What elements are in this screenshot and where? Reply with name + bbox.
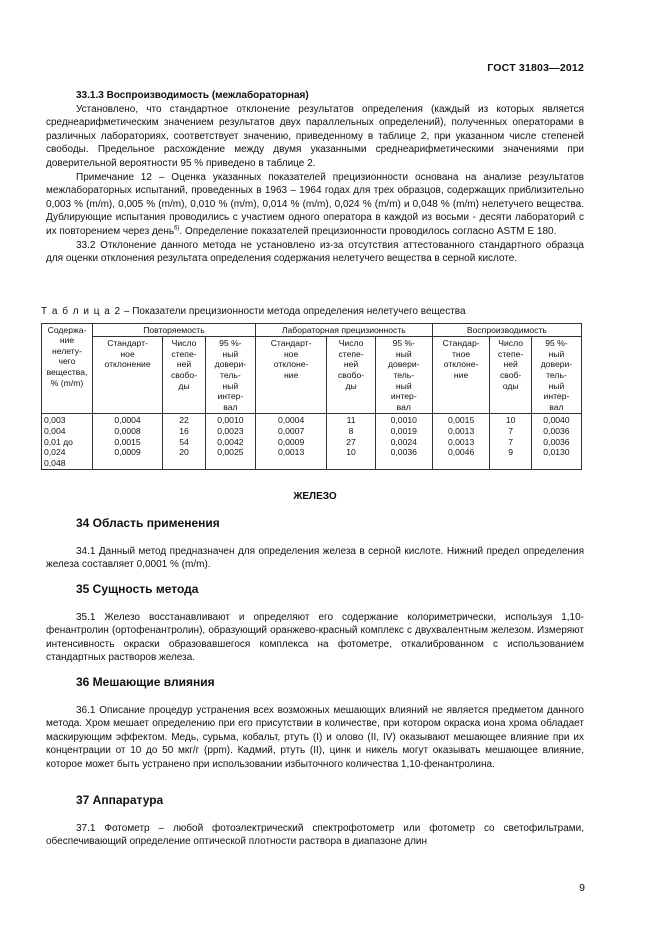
th-lab-precision: Лабораторная прецизионность [255,323,432,337]
td-rep-ci [205,414,255,470]
cell-line: 9 [508,447,514,458]
table-2-caption [41,305,582,319]
section-33-2-text: 33.2 Отклонение данного метода не установлено из-за отсутствия аттестованного стандартного образца для оценки отклонения результата определения содержания нелетучего вещества в серной кислоте. [46,239,584,265]
cell-line: Число [338,338,364,349]
note-12-text: Примечание 12 – Оценка указанных показателей прецизионности основана на анализе результатов межлабораторных испытаний, проведенных в 1963 – 1964 годах для трех образцов, содержащих приблизительно 0,003 % (m/m), 0,005 % (m/m), 0,010 % (m/m), 0,014 % (m/m), 0,024 % (m/m) и 0,048 % (m/m) нелетучего вещества. Дублирующие испытания проводились с участием одного оператора в каждой из восьми - десяти лабораторий с их повторением через день [46,171,584,237]
cell-line: ней [343,359,359,370]
cell-line: тель- [546,369,567,380]
section-33-1-3 [46,89,584,266]
td-rep-df [163,414,206,470]
cell-line: довери- [388,359,420,370]
th-rpr-df [490,337,531,414]
cell-line: 0,0046 [447,447,475,458]
td-content [42,414,93,470]
td-rpr-ci [531,414,581,470]
td-rpr-sd [432,414,490,470]
note-12 [46,171,584,239]
section-37-title: 37 Аппаратура [76,793,164,807]
table-row [42,414,582,470]
cell-line: 54 [179,436,189,447]
cell-line: 0,0004 [277,415,305,426]
th-lab-df [327,337,376,414]
section-33-1-3-title: 33.1.3 Воспроизводимость (межлабораторная) [76,90,309,101]
cell-line: тное [451,348,471,359]
cell-line: 0,0036 [543,425,570,436]
td-lab-sd [255,414,326,470]
cell-line: ды [178,380,190,391]
cell-line: 95 %- [219,338,242,349]
cell-line: 0,0015 [447,415,475,426]
cell-line: 0,0036 [543,436,570,447]
cell-line: вал [396,401,411,412]
cell-line: 27 [346,436,356,447]
td-lab-df [327,414,376,470]
cell-line: свобо- [338,369,365,380]
section-37-text: 37.1 Фотометр – любой фотоэлектрический спектрофотометр или фотометр со светофильтрами, обеспечивающий определение оптической плотности раствора в диапазоне длин [46,822,584,848]
section-36-text: 36.1 Описание процедур устранения всех возможных мешающих влияний не является предметом данного метода. Хром мешает определению при его присутствии в количестве, при котором окраска иона хрома обладает маскирующим эффектом. Медь, сурьма, кобальт, ртуть (I) и олово (II, IV) оказывают мешающее влияние при их концентрации от 10 до 50 мкг/г (ppm). Кадмий, ртуть (II), цинк и никель могут оказывать мешающее влияние, которое может быть устранено при использовании избыточного количества 1,10-фенантролина. [46,704,584,770]
cell-line: Содержа- [47,324,87,335]
cell-line: 7 [508,425,514,436]
table-2-block [41,305,582,470]
table-2-caption-text: – Показатели прецизионности метода определения нелетучего вещества [121,306,466,317]
section-35-text: 35.1 Железо восстанавливают и определяют его содержание колориметрически, используя 1,10-фенантролин (ортофенантролин), образующий оранжево-красный комплекс с двухвалентным железом. Измеряют интенсивность окраски образовавшегося комплекса на фотометре, откалиброванном с использованием стандартных растворов железа. [46,611,584,664]
cell-line: нелету- [52,345,82,356]
cell-line: вал [549,401,564,412]
cell-line: 0,0023 [217,425,244,436]
cell-line: ние [59,335,75,346]
cell-line: степе- [338,348,364,359]
cell-line: 0,0010 [217,415,244,426]
cell-line: интер- [543,391,570,402]
cell-line: 0,0013 [447,425,475,436]
cell-line: 10 [346,447,356,458]
th-reproducibility: Воспроизводимость [432,323,581,337]
cell-line: 0,0013 [277,447,305,458]
cell-line: ный [222,348,239,359]
cell-line: 0,01 до [44,436,73,447]
cell-line: 8 [348,425,354,436]
td-rep-sd [93,414,163,470]
section-35-title: 35 Сущность метода [76,582,199,596]
th-repeatability: Повторяемость [93,323,256,337]
cell-line: Стандар- [442,338,480,349]
td-lab-ci [375,414,432,470]
cell-line: вал [223,401,238,412]
cell-line: 0,004 [44,425,66,436]
cell-line: 0,0130 [543,447,570,458]
footnote-ref: 6) [174,225,180,232]
cell-line: ней [176,359,192,370]
cell-line: 10 [505,415,516,426]
cell-line: степе- [171,348,197,359]
cell-line: % (m/m) [50,377,84,388]
cell-line: ное [283,348,299,359]
th-lab-sd [255,337,326,414]
th-content [42,323,93,414]
table-2-caption-label: Т а б л и ц а 2 [41,306,122,317]
th-rep-df [163,337,206,414]
cell-line: 0,0008 [114,425,141,436]
cell-line: отклоне- [273,359,309,370]
cell-line: отклонение [104,359,151,370]
cell-line: 0,0042 [217,436,244,447]
section-33-1-3-text: Установлено, что стандартное отклонение результатов определения (каждый из которых является среднеарифметическим значением результатов двух параллельных определений), полученных операторами в различных лабораториях, соответствует значению, приведенному в таблице 2, при указанном числе степеней свободы. Предельное расхождение между двумя указанными среднеарифметическими значениями при доверительной вероятности 95 % приведено в таблице 2. [46,103,584,169]
cell-line: чего [58,356,76,367]
cell-line: Число [171,338,197,349]
cell-line: тель- [220,369,241,380]
th-rpr-ci [531,337,581,414]
section-36-title: 36 Мешающие влияния [76,675,215,689]
cell-line: 0,0019 [390,425,417,436]
cell-line: 22 [179,415,189,426]
cell-line: ный [222,380,239,391]
cell-line: 0,0009 [114,447,141,458]
cell-line: ный [395,348,412,359]
th-lab-ci [375,337,432,414]
cell-line: Стандарт- [270,338,312,349]
cell-line: 0,0009 [277,436,305,447]
cell-line: 20 [179,447,189,458]
cell-line: ней [503,359,518,370]
cell-line: ное [120,348,135,359]
cell-line: 95 %- [545,338,568,349]
cell-line: 0,0040 [543,415,570,426]
note-12-text-end: . Определение показателей прецизионности проводилось согласно ASTM E 180. [179,225,557,237]
cell-line: 0,0010 [390,415,417,426]
th-rep-ci [205,337,255,414]
cell-line: 0,0004 [114,415,141,426]
document-id-header: ГОСТ 31803—2012 [487,62,584,74]
cell-line: 0,0013 [447,436,475,447]
section-34 [46,517,584,572]
cell-line: тель- [393,369,415,380]
cell-line: 0,0036 [390,447,417,458]
td-rpr-df [490,414,531,470]
cell-line: интер- [390,391,417,402]
section-37 [46,794,584,849]
cell-line: довери- [214,359,247,370]
cell-line: отклоне- [443,359,479,370]
cell-line: 7 [508,436,514,447]
cell-line: 16 [179,425,189,436]
th-rpr-sd [432,337,490,414]
cell-line: ный [548,348,565,359]
cell-line: 0,003 [44,415,66,426]
cell-line: довери- [540,359,573,370]
cell-line: 0,0015 [114,436,141,447]
cell-line: ды [345,380,357,391]
cell-line: 0,024 [44,447,66,458]
cell-line: своб- [499,369,522,380]
cell-line: степе- [498,348,524,359]
cell-line: 11 [346,415,356,426]
section-35 [46,583,584,665]
cell-line: Число [498,338,523,349]
cell-line: ние [283,369,299,380]
section-34-text: 34.1 Данный метод предназначен для определения железа в серной кислоте. Нижний предел определения железа составляет 0,0001 % (m/m). [46,545,584,571]
section-34-title: 34 Область применения [76,516,220,530]
page-number: 9 [579,882,585,894]
cell-line: Стандарт- [107,338,148,349]
table-2 [41,323,582,471]
iron-section-title: ЖЕЛЕЗО [293,491,337,502]
cell-line: оды [502,380,519,391]
th-rep-sd [93,337,163,414]
cell-line: вещества, [46,366,88,377]
cell-line: ный [548,380,565,391]
cell-line: интер- [217,391,244,402]
section-36 [46,676,584,772]
cell-line: ный [395,380,412,391]
cell-line: 0,0024 [390,436,417,447]
cell-line: свобо- [170,369,198,380]
cell-line: ние [453,369,469,380]
cell-line: 0,048 [44,457,66,468]
cell-line: 0,0025 [217,447,244,458]
cell-line: 95 %- [392,338,416,349]
cell-line: 0,0007 [277,425,305,436]
